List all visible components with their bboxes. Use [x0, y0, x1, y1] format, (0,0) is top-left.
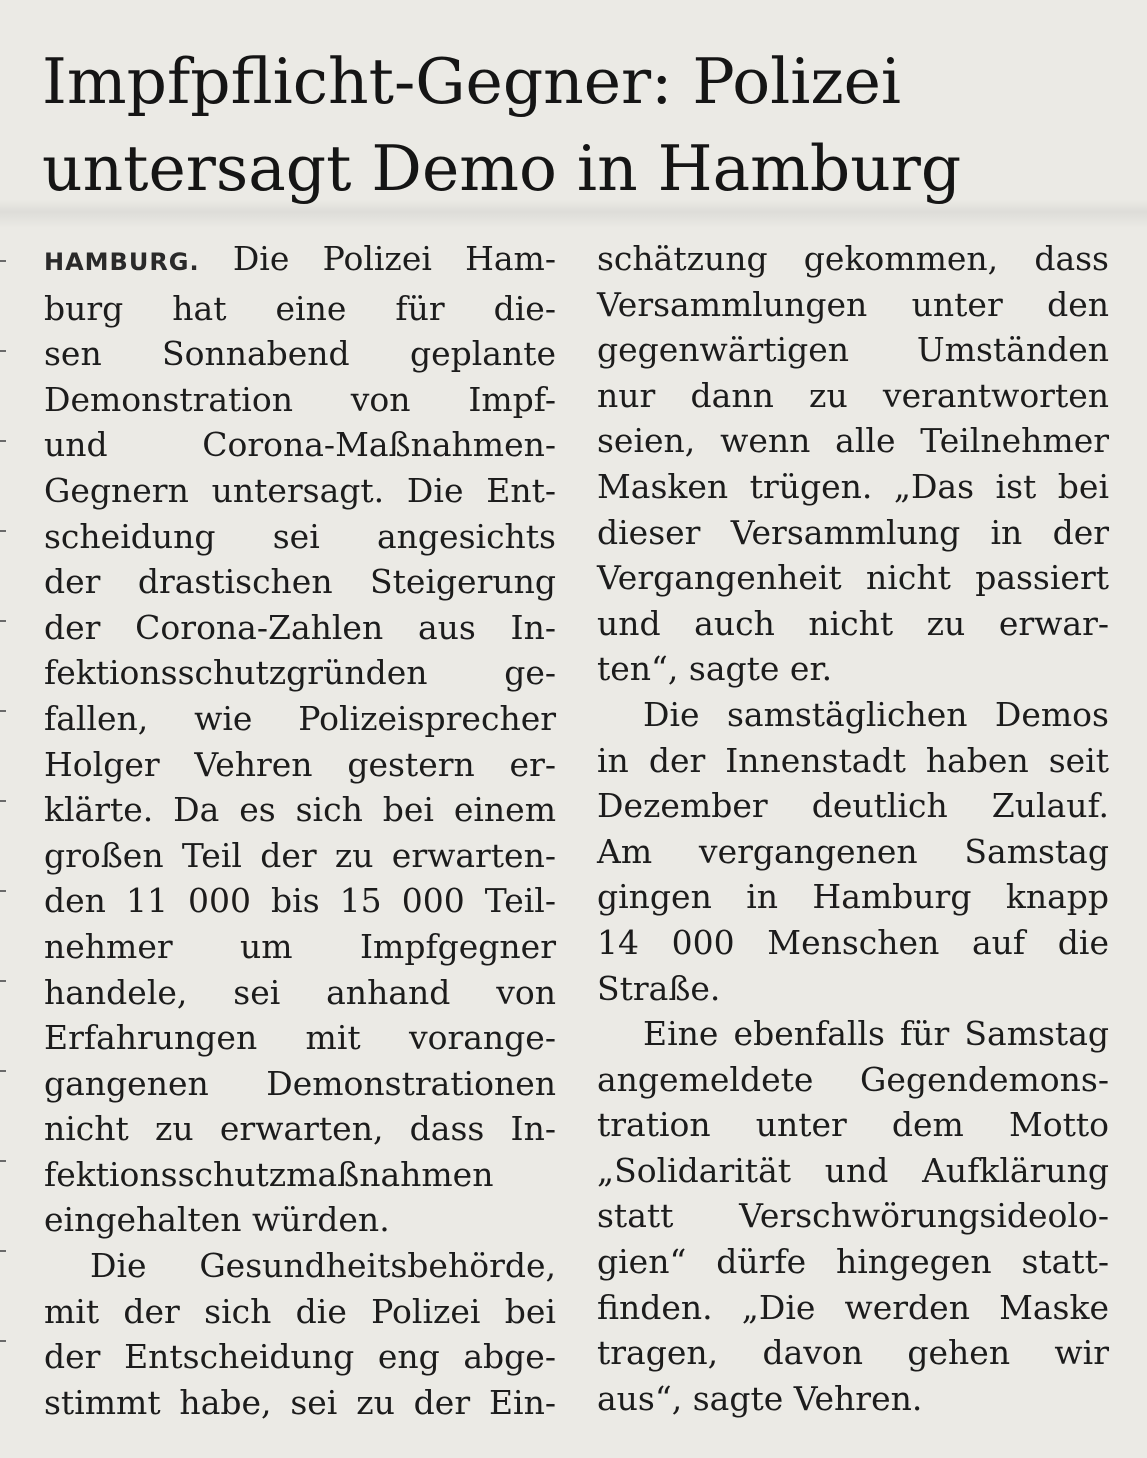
- edge-mark: [0, 1070, 6, 1072]
- article-line: 14 000 Menschen auf die: [597, 922, 1109, 962]
- edge-mark: [0, 1250, 6, 1252]
- article-line: in der Innenstadt haben seit: [597, 740, 1109, 780]
- article-line: handele, sei anhand von: [44, 972, 556, 1012]
- article-line: Versammlungen unter den: [597, 284, 1109, 324]
- article-line: Demonstration von Impf-: [44, 379, 556, 419]
- edge-mark: [0, 620, 6, 622]
- edge-mark: [0, 260, 6, 262]
- article-line: sen Sonnabend geplante: [44, 334, 556, 374]
- article-line: nur dann zu verantworten: [597, 375, 1109, 415]
- article-line: Dezember deutlich Zulauf.: [597, 786, 1109, 826]
- edge-mark: [0, 710, 6, 712]
- article-line: Gegnern untersagt. Die Ent-: [44, 470, 556, 510]
- article-line: der Entscheidung eng abge-: [44, 1337, 556, 1377]
- edge-mark: [0, 440, 6, 442]
- article-line: aus“, sagte Vehren.: [597, 1378, 923, 1418]
- article-line: Straße.: [597, 968, 721, 1008]
- edge-mark: [0, 350, 6, 352]
- article-line: Masken trügen. „Das ist bei: [597, 466, 1109, 506]
- article-line: eingehalten würden.: [44, 1200, 390, 1240]
- article-column-right: [597, 236, 1109, 1421]
- article-line: Erfahrungen mit vorange-: [44, 1018, 556, 1058]
- article-line: gegenwärtigen Umständen: [597, 330, 1109, 370]
- dateline: HAMBURG.: [44, 248, 200, 276]
- article-line: angemeldete Gegendemons-: [597, 1059, 1109, 1099]
- article-line: Vergangenheit nicht passiert: [597, 558, 1109, 598]
- article-line: klärte. Da es sich bei einem: [44, 790, 556, 830]
- article-line: großen Teil der zu erwarten-: [44, 835, 556, 875]
- article-line: Eine ebenfalls für Samstag: [643, 1014, 1109, 1054]
- headline-line-1: Impfpflicht-Gegner: Polizei: [42, 45, 902, 118]
- article-line: gien“ dürfe hingegen statt-: [597, 1242, 1109, 1282]
- article-column-left: [44, 236, 556, 1425]
- clipping-edge-marks: [0, 230, 8, 1430]
- article-line: dieser Versammlung in der: [597, 512, 1109, 552]
- article-line: burg hat eine für die-: [44, 288, 556, 328]
- article-line: schätzung gekommen, dass: [597, 239, 1109, 278]
- article-line: „Solidarität und Aufklärung: [597, 1150, 1109, 1190]
- article-line: und auch nicht zu erwar-: [597, 603, 1109, 643]
- article-line: statt Verschwörungsideolo-: [597, 1196, 1109, 1236]
- article-line: [44, 236, 556, 286]
- article-line: Am vergangenen Samstag: [597, 831, 1109, 871]
- edge-mark: [0, 1160, 6, 1162]
- headline: [42, 38, 1122, 212]
- article-line: seien, wenn alle Teilnehmer: [597, 421, 1109, 461]
- article-line: tragen, davon gehen wir: [597, 1333, 1109, 1373]
- article-line: scheidung sei angesichts: [44, 516, 556, 556]
- article-line: den 11 000 bis 15 000 Teil-: [44, 881, 556, 921]
- article-line: fallen, wie Polizeisprecher: [44, 698, 556, 738]
- article-line: Holger Vehren gestern er-: [44, 744, 556, 784]
- article-line: gangenen Demonstrationen: [44, 1063, 556, 1103]
- article-line: fektionsschutzmaßnahmen: [44, 1154, 494, 1194]
- article-line-text: Die Polizei Ham-: [199, 239, 556, 278]
- article-line: tration unter dem Motto: [597, 1105, 1109, 1145]
- edge-mark: [0, 980, 6, 982]
- article-line: der Corona-Zahlen aus In-: [44, 607, 556, 647]
- article-line: finden. „Die werden Maske: [597, 1287, 1109, 1327]
- headline-line-2: untersagt Demo in Hamburg: [42, 132, 962, 205]
- edge-mark: [0, 530, 6, 532]
- article-line: der drastischen Steigerung: [44, 562, 556, 602]
- article-line: Die samstäglichen Demos: [643, 694, 1109, 734]
- article-line: ten“, sagte er.: [597, 649, 833, 689]
- article-line: mit der sich die Polizei bei: [44, 1291, 556, 1331]
- article-line: stimmt habe, sei zu der Ein-: [44, 1382, 556, 1422]
- article-line: nehmer um Impfgegner: [44, 926, 556, 966]
- article-line: fektionsschutzgründen ge-: [44, 653, 556, 693]
- edge-mark: [0, 800, 6, 802]
- article-line: und Corona-Maßnahmen-: [44, 425, 556, 465]
- edge-mark: [0, 890, 6, 892]
- article-line: nicht zu erwarten, dass In-: [44, 1109, 556, 1149]
- article-line: gingen in Hamburg knapp: [597, 877, 1109, 917]
- edge-mark: [0, 1340, 6, 1342]
- article-line: Die Gesundheitsbehörde,: [90, 1246, 556, 1286]
